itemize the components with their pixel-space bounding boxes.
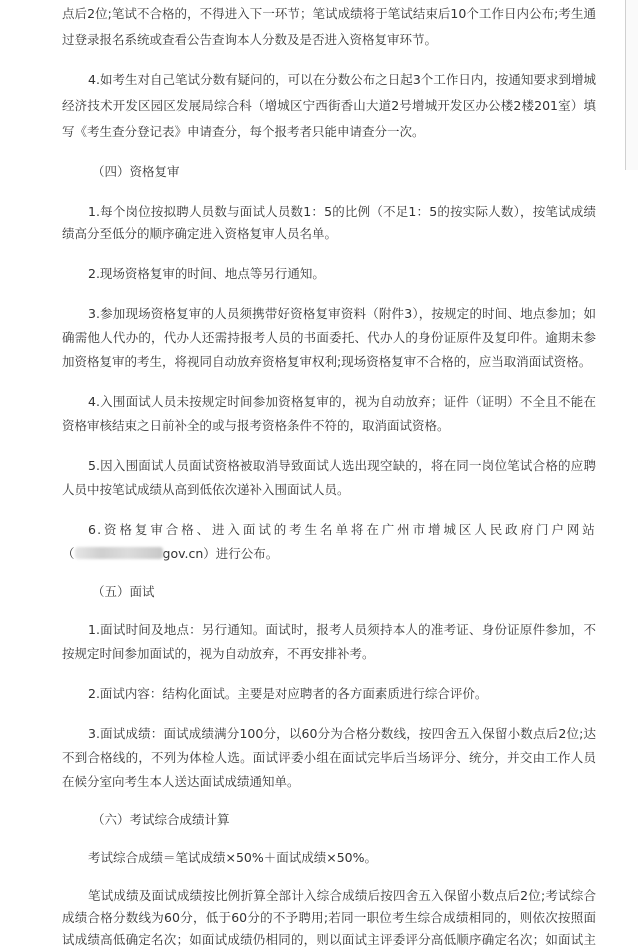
section-heading: （五）面试: [92, 584, 155, 599]
text-line: 3.面试成绩：面试成绩满分100分，以60分为合格分数线，按四舍五入保留小数点后2位;达: [88, 726, 596, 741]
text-line: 按规定时间参加面试的，视为自动放弃，不再安排补考。: [62, 646, 375, 661]
text-line: 成绩合格分数线为60分，低于60分的不予聘用;若同一职位考生综合成绩相同的，则依次按照面: [62, 910, 596, 925]
text-line: 3.参加现场资格复审的人员须携带好资格复审资料（附件3），按规定的时间、地点参加；如: [88, 306, 596, 321]
url-suffix: gov.cn: [162, 546, 204, 561]
text-line: 4.入围面试人员未按规定时间参加资格复审的，视为自动放弃；证件（证明）不全且不能在: [88, 394, 596, 409]
text-line: 1.面试时间及地点：另行通知。面试时，报考人员须持本人的准考证、身份证原件参加，不: [88, 622, 596, 637]
formula-line: 考试综合成绩＝笔试成绩×50%＋面试成绩×50%。: [88, 850, 378, 865]
text-line: 2.面试内容：结构化面试。主要是对应聘者的各方面素质进行综合评价。: [88, 686, 488, 701]
text-line: 确需他人代办的，代办人还需持报考人员的书面委托、代办人的身份证原件及复印件。逾期未参: [62, 330, 596, 345]
text-line: 1.每个岗位按拟聘人员数与面试人员数1：5的比例（不足1：5的按实际人数），按笔试成绩: [88, 204, 596, 219]
text-line: [62, 546, 596, 562]
text-line: 在候分室向考生本人送达面试成绩通知单。: [62, 774, 300, 789]
text-line: 笔试成绩及面试成绩按比例折算全部计入综合成绩后按四舍五入保留小数点后2位;考试综合: [88, 888, 596, 903]
text-line: 过登录报名系统或查看公告查询本人分数及是否进入资格复审环节。: [62, 32, 438, 47]
redacted-url: [75, 547, 163, 559]
section-heading: （六）考试综合成绩计算: [92, 812, 230, 827]
text-line: 经济技术开发区园区发展局综合科（增城区宁西街香山大道2号增城开发区办公楼2楼201室）填: [62, 98, 596, 113]
section-heading: （四）资格复审: [92, 164, 180, 179]
text-line: 点后2位;笔试不合格的，不得进入下一环节；笔试成绩将于笔试结束后10个工作日内公布;考生通: [62, 6, 596, 21]
open-paren: （: [62, 546, 75, 561]
vertical-scrollbar[interactable]: [625, 0, 638, 170]
text-line: 不到合格线的，不列为体检人选。面试评委小组在面试完毕后当场评分、统分，并交由工作人员: [62, 750, 596, 765]
text-line: 4.如考生对自己笔试分数有疑问的，可以在分数公布之日起3个工作日内，按通知要求到增城: [88, 72, 596, 87]
text-line: 资格审核结束之日前补全的或与报考资格条件不符的，取消面试资格。: [62, 418, 450, 433]
text-line: 写《考生查分登记表》申请查分，每个报考者只能申请查分一次。: [62, 124, 425, 139]
text-line: 人员中按笔试成绩从高到低依次递补入围面试人员。: [62, 482, 350, 497]
text-line: 绩高分至低分的顺序确定进入资格复审人员名单。: [62, 226, 338, 241]
text-line: 6.资格复审合格、进入面试的考生名单将在广州市增城区人民政府门户网站: [88, 522, 596, 537]
close-text: ）进行公布。: [203, 546, 279, 561]
text-line: 加资格复审的考生，将视同自动放弃资格复审权利;现场资格复审不合格的，应当取消面试资格。: [62, 354, 592, 369]
text-line: 5.因入围面试人员面试资格被取消导致面试人选出现空缺的，将在同一岗位笔试合格的应聘: [88, 458, 596, 473]
text-line: 2.现场资格复审的时间、地点等另行通知。: [88, 266, 325, 281]
text-line: 试成绩高低确定名次；如面试成绩仍相同的，则以面试主评委评分高低顺序确定名次；如面试主: [62, 932, 596, 947]
